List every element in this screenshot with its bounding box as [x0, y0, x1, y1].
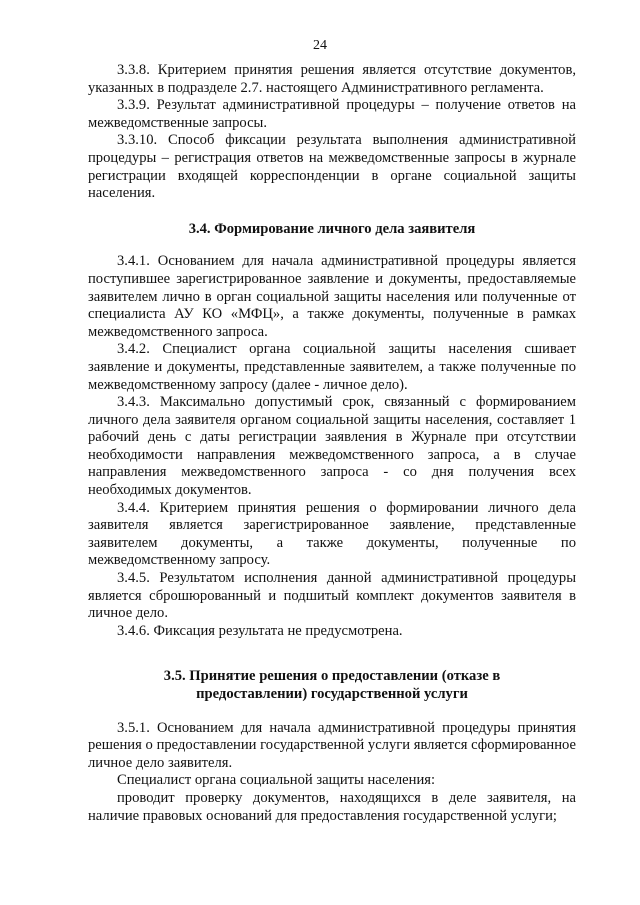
- paragraph-3-3-8: 3.3.8. Критерием принятия решения является отсутствие документов, указанных в подразделе 2.7. настоящего Административного регламента.: [88, 62, 576, 96]
- paragraph-specialist: Специалист органа социальной защиты населения:: [117, 772, 436, 789]
- paragraph-document-check: проводит проверку документов, находящихся в деле заявителя, на наличие правовых оснований для предоставления государственной услуги;: [88, 789, 576, 824]
- paragraph-3-4-6: 3.4.6. Фиксация результата не предусмотрена.: [117, 622, 403, 639]
- paragraph-3-3-10: 3.3.10. Способ фиксации результата выполнения административной процедуры – регистрация ответов на межведомственные запросы в журнале регистрации входящей корреспонденции в органе социальной защиты населения.: [88, 132, 576, 202]
- document-body: [88, 62, 576, 825]
- section-heading-3-4: 3.4. Формирование личного дела заявителя: [188, 220, 476, 237]
- paragraph-3-4-1: 3.4.1. Основанием для начала административной процедуры является поступившее зарегистрированное заявление и документы, предоставляемые заявителем лично в орган социальной защиты населения или полученные от специалиста АУ КО «МФЦ», а также документы, полученные в рамках межведомственного запроса.: [88, 253, 576, 340]
- paragraph-3-3-9: 3.3.9. Результат административной процедуры – получение ответов на межведомственные запросы.: [88, 97, 576, 131]
- paragraph-3-4-5: 3.4.5. Результатом исполнения данной административной процедуры является сброшюрованный и подшитый комплект документов заявителя в личное дело.: [88, 570, 576, 622]
- section-heading-3-5-line-1: 3.5. Принятие решения о предоставлении (отказе в: [163, 668, 501, 685]
- paragraph-3-4-3: 3.4.3. Максимально допустимый срок, связанный с формированием личного дела заявителя органом социальной защиты населения, составляет 1 рабочий день с даты регистрации заявления в Журнале при отсутствии необходимости направления межведомственного запроса, а в случае направления межведомственного запроса - со дня получения всех необходимых документов.: [88, 394, 576, 499]
- paragraph-3-4-2: 3.4.2. Специалист органа социальной защиты населения сшивает заявление и документы, представленные заявителем, а также полученные по межведомственному запросу (далее - личное дело).: [88, 341, 576, 393]
- paragraph-3-4-4: 3.4.4. Критерием принятия решения о формировании личного дела заявителя является зарегистрированное заявление, представленные заявителем документы, а также документы, полученные по межведомственному запросу.: [88, 499, 576, 569]
- paragraph-3-5-1: 3.5.1. Основанием для начала административной процедуры принятия решения о предоставлении государственной услуги является сформированное личное дело заявителя.: [88, 719, 576, 771]
- section-heading-3-5-line-2: предоставлении) государственной услуги: [196, 686, 468, 702]
- page-number: 24: [313, 38, 327, 53]
